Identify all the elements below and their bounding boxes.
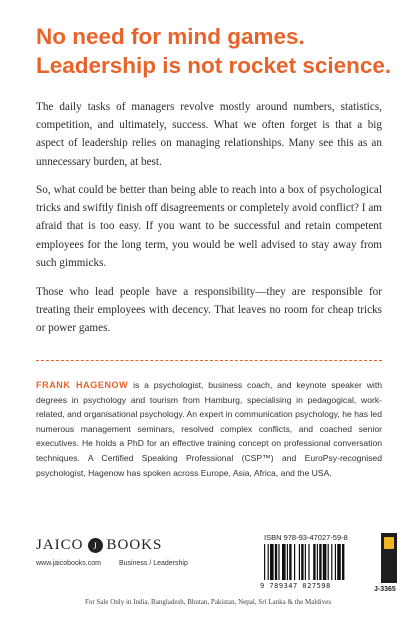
publisher-emblem-icon	[384, 537, 394, 549]
isbn-barcode-block	[260, 533, 400, 595]
back-cover-headline	[36, 22, 406, 80]
book-code: J-3365	[374, 586, 396, 593]
isbn-number: ISBN 978-93-47027-59-8	[264, 533, 348, 542]
publisher-logo-icon: J	[88, 538, 103, 553]
headline-line-2: Leadership is not rocket science.	[36, 53, 392, 78]
headline-line-1: No need for mind games.	[36, 24, 305, 49]
barcode-icon	[264, 544, 376, 580]
sale-territory-notice: For Sale Only in India, Bangladesh, Bhutan, Pakistan, Nepal, Sri Lanka & the Maldives	[84, 598, 332, 606]
publisher-name-left: JAICO	[36, 537, 84, 553]
publisher-logo	[36, 537, 162, 554]
publisher-url: www.jaicobooks.com	[36, 560, 101, 567]
book-category: Business / Leadership	[119, 560, 188, 567]
price-tag	[381, 533, 397, 583]
blurb-paragraph-3: Those who lead people have a responsibility—they are responsible for treating their employees with decency. That leaves no room for cheap tricks or power games.	[36, 286, 382, 335]
author-bio	[36, 378, 382, 480]
blurb-paragraph-1: The daily tasks of managers revolve mostly around numbers, statistics, competition, and ultimately, success. What we often forget is that a big aspect of leadership relies on managing relationships. Many see this as an unnecessary burden, at best.	[36, 101, 382, 168]
author-name: FRANK HAGENOW	[36, 380, 129, 390]
dashed-divider	[36, 360, 382, 361]
barcode-digits: 9 789347 027598	[260, 582, 331, 590]
blurb-paragraph-2: So, what could be better than being able to reach into a box of psychological tricks and swiftly finish off disagreements or completely avoid conflict? I am afraid that is too easy. If you want to be successful and retain competent employees for the long term, you would be well advised to stay away from such gimmicks.	[36, 184, 382, 269]
author-bio-text: is a psychologist, business coach, and keynote speaker with degrees in psychology and tourism from Hamburg, specialising in pedagogical, work-related, and organisational psychology. An expert in communication psychology, he has led numerous management seminars, resolved complex conflicts, and coached senior executives. He holds a PhD for an effective training concept on professional conversation techniques. A Certified Speaking Professional (CSP™) and EuroPsy-recognised psychologist, Hagenow has spoken across Europe, Asia, Africa, and the USA.	[36, 380, 382, 478]
publisher-name-right: BOOKS	[106, 537, 163, 553]
